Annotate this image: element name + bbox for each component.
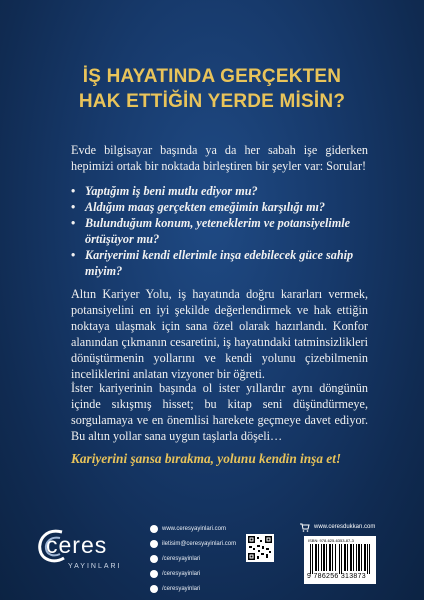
headline-line-1: İŞ HAYATINDA GERÇEKTEN [82,66,342,87]
shop-link: www.ceresdukkan.com [300,520,380,534]
x-icon [150,570,158,578]
isbn-barcode-box [304,536,376,584]
publisher-sub: YAYINLARI [68,563,122,570]
contact-email: iletisim@ceresyayinlari.com [150,537,250,551]
qr-code [246,534,274,562]
globe-icon [150,525,158,533]
publisher-logo [36,520,144,580]
question-list [71,183,371,279]
headline [0,64,424,114]
contact-instagram: /ceresyayinlari [150,552,250,566]
instagram-icon [150,555,158,563]
bullet: • [71,200,76,214]
cart-icon [300,523,310,532]
bullet: • [71,216,76,230]
contact-website: www.ceresyayinlari.com [150,522,250,536]
facebook-icon [150,585,158,593]
tagline: Kariyerini şansa bırakma, yolunu kendin inşa et! [71,451,342,466]
description-paragraph: Altın Kariyer Yolu, iş hayatında doğru kararları vermek, potansiyelini en iyi şekilde değerlendirmek ve hak ettiğin noktaya ulaşmak için sana özel olarak hazırlandı. Konfor alanından çıkmanın cesaretini, iş hayatındaki tatminsizlikleri dönüştürmenin yollarını ve kendi yolunu çizebilmenin inceliklerini anlatan vizyoner bir öğreti. [71,287,368,381]
list-item: • Yaptığım iş beni mutlu ediyor mu? [71,184,258,198]
isbn-label: ISBN: 978-625-6353-87-3 [308,538,354,543]
list-item: • Bulunduğum konum, yeteneklerim ve potansiyelimle örtüşüyor mu? [71,216,351,246]
invitation-paragraph: İster kariyerinin başında ol ister yıllardır aynı döngünün içinde sıkışmış hisset; bu kitap seni düşündürmeye, sorgulamaya ve en önemlisi harekete geçmeye davet ediyor. Bu altın yollar sana uygun taşlarla döşeli… [71,381,368,443]
isbn-number: 9 786256 313873 [307,573,366,580]
bullet: • [71,184,76,198]
headline-line-2: HAK ETTİĞİN YERDE MİSİN? [78,91,346,112]
bullet: • [71,248,76,262]
mail-icon [150,540,158,548]
barcode [308,544,372,574]
contact-list [150,522,250,597]
list-item: • Aldığım maaş gerçekten emeğimin karşılığı mı? [71,200,326,214]
intro-paragraph: Evde bilgisayar başında ya da her sabah işe giderken hepimizi ortak bir noktada birleştiren bir şeyler var: Sorular! [71,143,368,173]
publisher-name: ceres [46,532,108,558]
list-item: • Kariyerimi kendi ellerimle inşa edebilecek güce sahip miyim? [71,248,354,278]
contact-x: /ceresyayinlari [150,567,250,581]
contact-facebook: /ceresyayinlari [150,582,250,596]
